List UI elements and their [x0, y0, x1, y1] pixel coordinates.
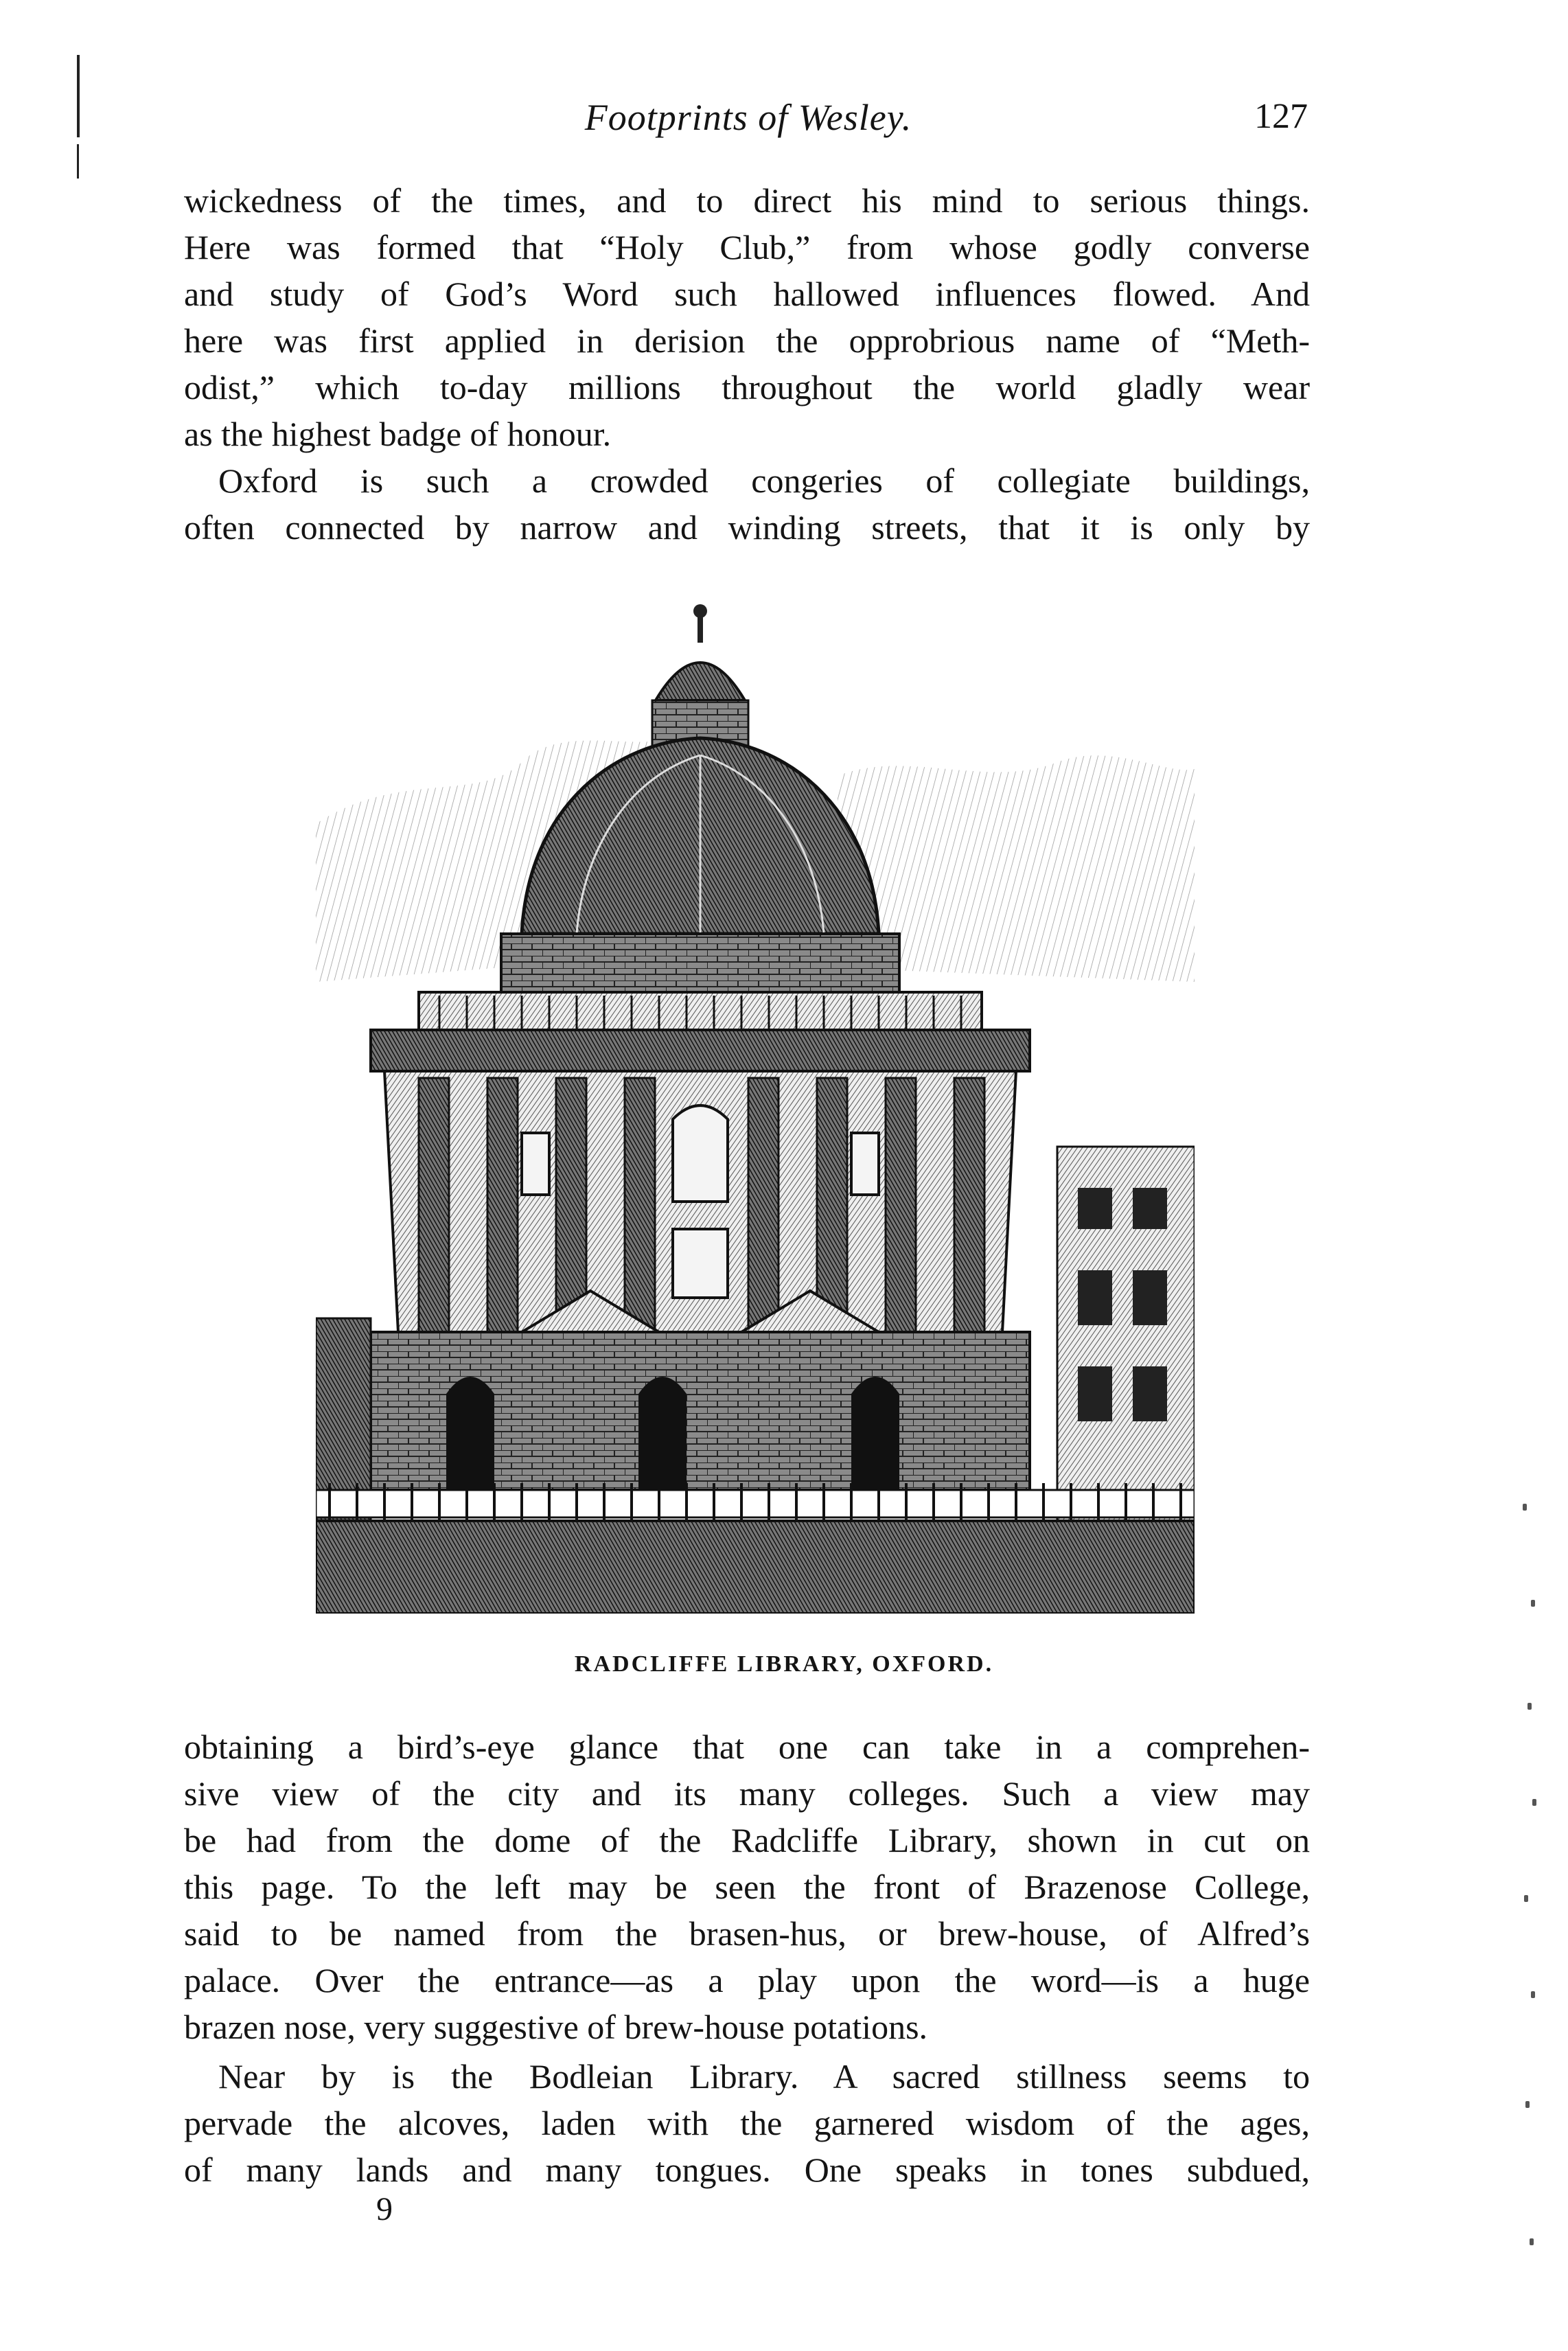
- signature-mark: 9: [376, 2191, 393, 2227]
- page-header: [182, 89, 1315, 151]
- page-number: 127: [1254, 97, 1308, 136]
- scan-speck: [1531, 1991, 1535, 1998]
- text-line: Here was formed that “Holy Club,” from whose godly converse: [184, 228, 1310, 266]
- scan-speck: [1532, 1799, 1536, 1806]
- text-line: wickedness of the times, and to direct his mind to serious things.: [184, 181, 1310, 220]
- text-line: and study of God’s Word such hallowed influences flowed. And: [184, 275, 1310, 313]
- paragraph-continuation: [184, 177, 1310, 457]
- text-line: sive view of the city and its many colleges. Such a view may: [184, 1774, 1310, 1813]
- paragraph-birds-eye: [184, 1723, 1310, 2050]
- text-line: pervade the alcoves, laden with the garnered wisdom of the ages,: [184, 2104, 1310, 2142]
- paragraph-oxford: [184, 457, 1310, 551]
- binding-mark: [77, 144, 79, 179]
- running-title: Footprints of Wesley.: [584, 97, 912, 138]
- text-line: here was first applied in derision the opprobrious name of “Meth-: [184, 321, 1310, 360]
- radcliffe-library-engraving: [316, 597, 1195, 1614]
- scan-speck: [1523, 1504, 1527, 1511]
- text-line: Near by is the Bodleian Library. A sacred stillness seems to: [218, 2057, 1310, 2096]
- binding-mark: [77, 55, 80, 137]
- text-line: brazen nose, very suggestive of brew-house potations.: [184, 2008, 928, 2046]
- figure-caption: RADCLIFFE LIBRARY, OXFORD.: [574, 1651, 994, 1677]
- scan-speck: [1527, 1703, 1532, 1710]
- text-line: be had from the dome of the Radcliffe Library, shown in cut on: [184, 1821, 1310, 1859]
- text-line: this page. To the left may be seen the front of Brazenose College,: [184, 1868, 1310, 1906]
- text-line: of many lands and many tongues. One speaks in tones subdued,: [184, 2151, 1310, 2189]
- text-line: often connected by narrow and winding streets, that it is only by: [184, 508, 1310, 547]
- paragraph-bodleian: [184, 2053, 1310, 2193]
- text-line: said to be named from the brasen-hus, or brew-house, of Alfred’s: [184, 1914, 1310, 1953]
- scan-speck: [1524, 1895, 1528, 1902]
- text-line: palace. Over the entrance—as a play upon the word—is a huge: [184, 1961, 1310, 1999]
- text-line: odist,” which to-day millions throughout the world gladly wear: [184, 368, 1310, 406]
- text-line: Oxford is such a crowded congeries of collegiate buildings,: [218, 461, 1310, 500]
- scan-speck: [1530, 2238, 1534, 2245]
- text-line: obtaining a bird’s-eye glance that one can take in a comprehen-: [184, 1728, 1310, 1766]
- scan-speck: [1525, 2101, 1530, 2108]
- scan-speck: [1531, 1600, 1535, 1607]
- text-line: as the highest badge of honour.: [184, 415, 612, 453]
